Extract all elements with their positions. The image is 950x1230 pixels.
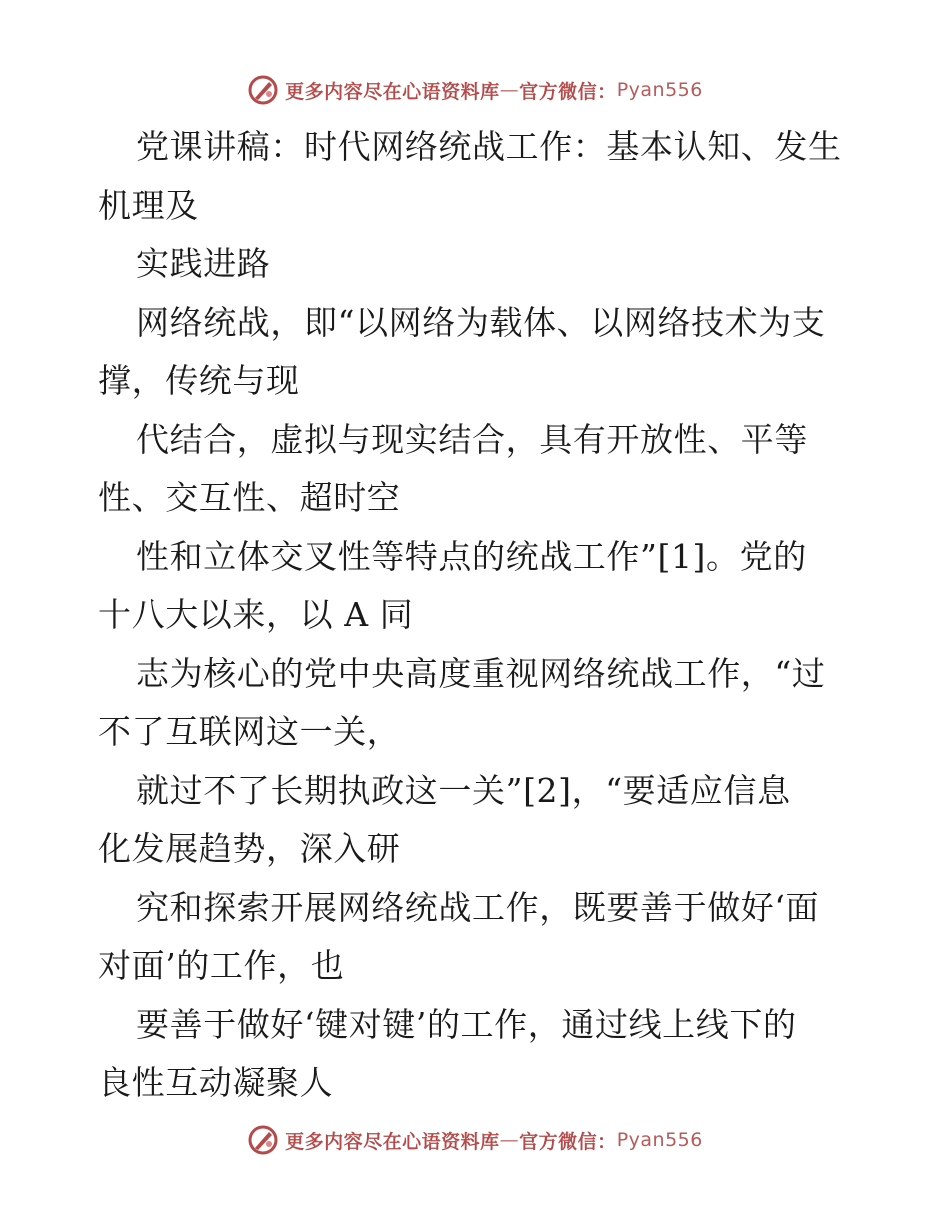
text-line: 要善于做好‘键对键’的工作，通过线上线下的 [136,1004,797,1044]
text-line: 机理及 [98,185,199,225]
text-line: 十八大以来，以 A 同 [98,595,414,634]
text-line: 实践进路 [136,244,271,283]
pen-logo-icon [247,1124,279,1156]
pen-logo-icon [247,74,279,106]
banner-separator: — [499,1129,520,1151]
text-line: 撑，传统与现 [98,361,300,400]
text-line: 究和探索开展网络统战工作，既要善于做好‘面 [136,887,820,927]
text-line: 就过不了长期执政这一关”[2]，“要适应信息 [136,770,791,810]
text-line: 不了互联网这一关， [98,712,401,751]
banner-wechat-id: Pyan556 [616,1129,703,1151]
text-line: 性和立体交叉性等特点的统战工作”[1]。党的 [136,536,807,576]
banner-text: 更多内容尽在心语资料库 [285,1130,500,1153]
text-line: 性、交互性、超时空 [98,478,401,517]
text-line: 良性互动凝聚人 [98,1063,334,1102]
text-line: 代结合，虚拟与现实结合，具有开放性、平等 [136,419,808,459]
banner-wechat-label: 官方微信： [519,1130,617,1153]
text-line: 网络统战，即“以网络为载体、以网络技术为支 [136,302,826,342]
footer-watermark-banner [0,1122,950,1158]
banner-text: 更多内容尽在心语资料库 [285,80,500,103]
banner-separator: — [499,79,520,101]
text-line: 化发展趋势，深入研 [98,829,401,868]
banner-wechat-label: 官方微信： [519,80,617,103]
text-line: 对面’的工作，也 [98,946,345,985]
header-watermark-banner [0,72,950,108]
text-line: 党课讲稿：时代网络统战工作：基本认知、发生 [136,127,842,166]
document-body [98,118,888,1113]
text-line: 志为核心的党中央高度重视网络统战工作，“过 [136,653,826,693]
banner-wechat-id: Pyan556 [616,79,703,101]
